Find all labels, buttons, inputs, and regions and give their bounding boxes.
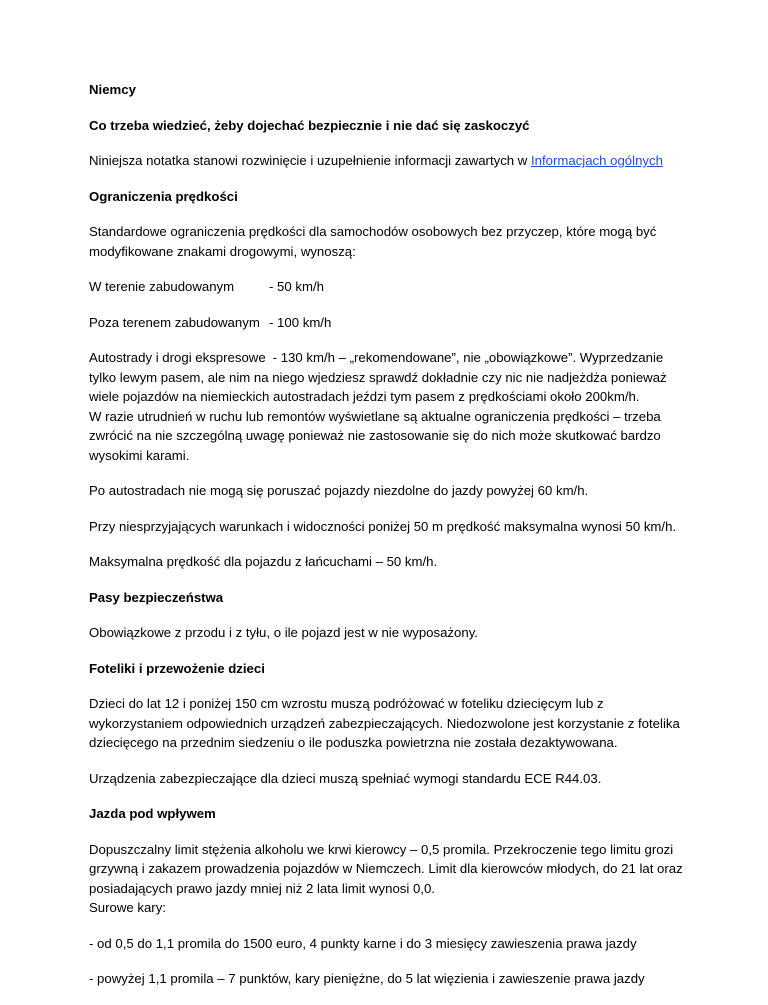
child-seats-standard: Urządzenia zabezpieczające dla dzieci muszą spełniać wymogi standardu ECE R44.03. (89, 770, 602, 786)
penalty-item: - powyżej 1,1 promila – 7 punktów, kary pieniężne, do 5 lat więzienia i zawieszenie prawa jazdy (89, 971, 645, 986)
speed-limits-intro: Standardowe ograniczenia prędkości dla samochodów osobowych bez przyczep, które mogą być modyfikowane znakami drogowymi, wynoszą: (89, 224, 657, 259)
seat-belts-text: Obowiązkowe z przodu i z tyłu, o ile pojazd jest w nie wyposażony. (89, 625, 478, 640)
chains-speed: Maksymalna prędkość dla pojazdu z łańcuchami – 50 km/h. (89, 554, 438, 569)
speed-row-label: Poza terenem zabudowanym (89, 314, 260, 330)
child-seats-heading: Foteliki i przewożenie dzieci (89, 660, 265, 676)
general-info-link[interactable]: Informacjach ogólnych (530, 153, 663, 168)
speed-row-label: W terenie zabudowanym (89, 279, 235, 294)
roadworks-text: W razie utrudnień w ruchu lub remontów wyświetlane są aktualne ograniczenia prędkości – trzeba zwrócić na nie szczególną uwagę ponieważ nie zastosowanie się do nich może skutkować bardzo wysokimi karami. (89, 408, 661, 463)
speed-row-value: - 100 km/h (269, 314, 332, 330)
child-seats-text: Dzieci do lat 12 i poniżej 150 cm wzrostu muszą podróżować w foteliku dziecięcym lub z wykorzystaniem odpowiednich urządzeń zabezpieczających. Niedozwolone jest korzystanie z fotelika dziecięcego na przednim siedzeniu o ile poduszka powietrzna nie została dezaktywowana. (89, 696, 680, 750)
motorway-min-speed: Po autostradach nie mogą się poruszać pojazdy niezdolne do jazdy powyżej 60 km/h. (89, 483, 589, 498)
document-title: Niemcy (89, 82, 136, 97)
speed-limits-heading: Ograniczenia prędkości (89, 188, 238, 204)
alcohol-text: Dopuszczalny limit stężenia alkoholu we krwi kierowcy – 0,5 promila. Przekroczenie tego limitu grozi grzywną i zakazem prowadzenia pojazdów w Niemczech. Limit dla kierowców młodych, do 21 lat oraz posiadających prawo jazdy mniej niż 2 lata limit wynosi 0,0. (89, 841, 683, 896)
speed-row-urban (89, 277, 689, 297)
alcohol-heading: Jazda pod wpływem (89, 806, 216, 821)
motorway-label: Autostrady i drogi ekspresowe (89, 350, 266, 365)
motorway-text: - 130 km/h – „rekomendowane”, nie „obowiązkowe”. Wyprzedzanie tylko lewym pasem, ale nim na niego wjedziesz sprawdź dokładnie czy nic nie nadjeżdża ponieważ wiele pojazdów na niemieckich autostradach jeździ tym pasem z prędkościami około 200km/h. (89, 350, 667, 404)
speed-row-value: - 50 km/h (269, 279, 324, 294)
alcohol-paragraph (89, 840, 689, 918)
document-page (89, 80, 689, 1005)
motorway-paragraph (89, 348, 689, 465)
document-subtitle: Co trzeba wiedzieć, żeby dojechać bezpiecznie i nie dać się zaskoczyć (89, 117, 530, 133)
intro-paragraph (89, 151, 689, 171)
intro-text: Niniejsza notatka stanowi rozwinięcie i uzupełnienie informacji zawartych w (89, 153, 531, 168)
seat-belts-heading: Pasy bezpieczeństwa (89, 589, 224, 605)
penalty-item: - od 0,5 do 1,1 promila do 1500 euro, 4 punkty karne i do 3 miesięcy zawieszenia prawa jazdy (89, 935, 637, 951)
speed-row-rural (89, 313, 689, 333)
penalties-label: Surowe kary: (89, 900, 166, 915)
visibility-speed: Przy niesprzyjających warunkach i widoczności poniżej 50 m prędkość maksymalna wynosi 50 km/h. (89, 518, 677, 534)
